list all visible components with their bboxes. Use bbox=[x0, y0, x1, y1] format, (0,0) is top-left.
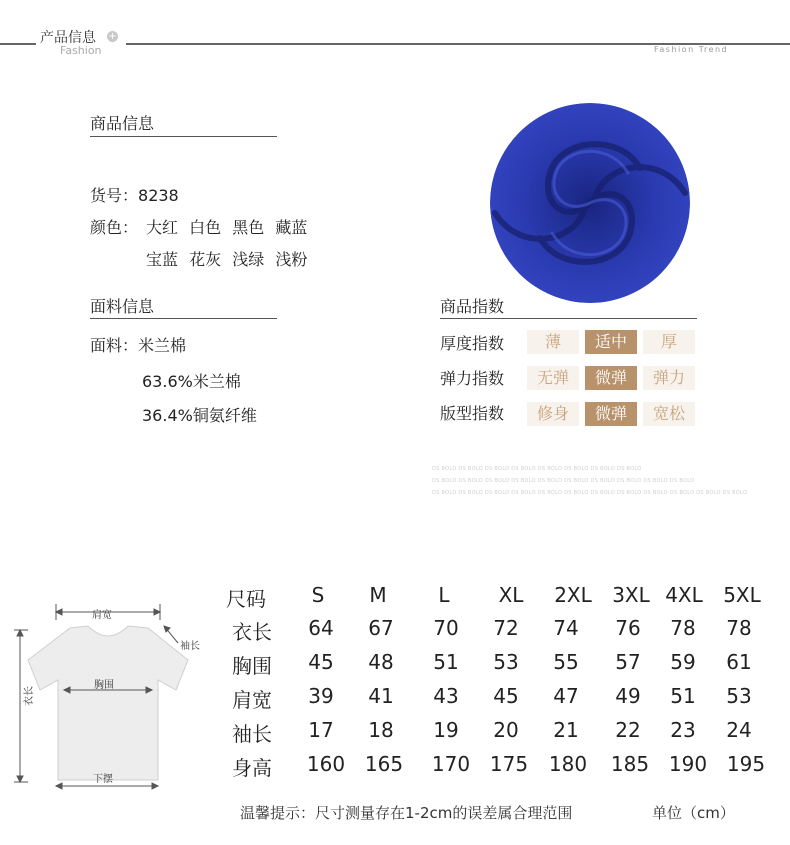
size-table-header: 尺码 bbox=[226, 587, 266, 611]
color-option: 大红 bbox=[146, 218, 179, 237]
size-table-header: L bbox=[438, 583, 450, 607]
size-table-header: M bbox=[369, 583, 387, 607]
size-cell: 70 bbox=[433, 616, 459, 640]
size-cell: 57 bbox=[615, 650, 641, 674]
size-cell: 160 bbox=[306, 752, 346, 776]
fit-option-loose: 宽松 bbox=[643, 402, 695, 426]
size-table-header: 5XL bbox=[723, 583, 761, 607]
color-option: 浅绿 bbox=[232, 250, 265, 269]
size-table-header: XL bbox=[498, 583, 524, 607]
size-cell: 43 bbox=[433, 684, 459, 708]
size-cell: 17 bbox=[308, 718, 334, 742]
thickness-option-thin: 薄 bbox=[527, 330, 579, 354]
size-cell: 78 bbox=[670, 616, 696, 640]
size-cell: 72 bbox=[493, 616, 519, 640]
size-cell: 51 bbox=[670, 684, 696, 708]
diagram-label-chest: 胸围 bbox=[94, 680, 114, 691]
composition-line: 63.6%米兰棉 bbox=[142, 372, 241, 391]
size-cell: 48 bbox=[368, 650, 394, 674]
fabric-swatch-image bbox=[490, 103, 690, 303]
watermark-row: DS BOLO DS BOLO DS BOLO DS BOLO DS BOLO DS BOLO DS BOLO DS BOLO bbox=[432, 466, 642, 472]
fabric-info-heading: 面料信息 bbox=[90, 297, 155, 316]
size-table-header: 4XL bbox=[665, 583, 703, 607]
item-number-label: 货号： bbox=[90, 186, 139, 205]
size-cell: 45 bbox=[308, 650, 334, 674]
material-value: 米兰棉 bbox=[138, 336, 187, 355]
size-row-label: 肩宽 bbox=[232, 688, 272, 712]
material-label: 面料： bbox=[90, 336, 139, 355]
color-option: 宝蓝 bbox=[146, 250, 179, 269]
fit-option-slight: 微弹 bbox=[585, 402, 637, 426]
watermark-row: DS BOLO DS BOLO DS BOLO DS BOLO DS BOLO DS BOLO DS BOLO DS BOLO DS BOLO DS BOLO bbox=[432, 478, 695, 484]
thickness-index-label: 厚度指数 bbox=[440, 334, 505, 353]
color-row-1 bbox=[146, 215, 307, 238]
size-table-header: S bbox=[311, 583, 325, 607]
indices-heading: 商品指数 bbox=[440, 297, 505, 316]
size-cell: 64 bbox=[308, 616, 334, 640]
size-cell: 21 bbox=[553, 718, 579, 742]
watermark-row: DS BOLO DS BOLO DS BOLO DS BOLO DS BOLO DS BOLO DS BOLO DS BOLO DS BOLO DS BOLO DS BOLO DS BOLO bbox=[432, 490, 748, 496]
color-option: 白色 bbox=[189, 218, 222, 237]
plus-icon: + bbox=[108, 31, 117, 42]
color-option: 花灰 bbox=[189, 250, 222, 269]
header-rule-left bbox=[0, 43, 36, 45]
size-row-label: 衣长 bbox=[232, 620, 272, 644]
composition-line: 36.4%铜氨纤维 bbox=[142, 406, 257, 425]
size-cell: 185 bbox=[610, 752, 650, 776]
size-cell: 20 bbox=[493, 718, 519, 742]
size-cell: 59 bbox=[670, 650, 696, 674]
diagram-label-length: 衣长 bbox=[24, 686, 35, 706]
material-row bbox=[90, 333, 186, 356]
size-cell: 45 bbox=[493, 684, 519, 708]
color-option: 浅粉 bbox=[275, 250, 308, 269]
size-cell: 53 bbox=[493, 650, 519, 674]
measurement-tip: 温馨提示：尺寸测量存在1-2cm的误差属合理范围 bbox=[240, 804, 573, 822]
product-info-heading: 商品信息 bbox=[90, 114, 155, 133]
size-cell: 78 bbox=[726, 616, 752, 640]
size-cell: 175 bbox=[489, 752, 529, 776]
size-cell: 51 bbox=[433, 650, 459, 674]
size-row-label: 身高 bbox=[232, 756, 272, 780]
fit-index-label: 版型指数 bbox=[440, 404, 505, 423]
item-number-value: 8238 bbox=[138, 186, 179, 205]
elasticity-option-stretch: 弹力 bbox=[643, 366, 695, 390]
size-row-label: 袖长 bbox=[232, 722, 272, 746]
thickness-option-thick: 厚 bbox=[643, 330, 695, 354]
watermark-strip bbox=[432, 466, 772, 502]
size-cell: 190 bbox=[668, 752, 708, 776]
size-table-header: 3XL bbox=[612, 583, 650, 607]
size-cell: 180 bbox=[548, 752, 588, 776]
size-cell: 22 bbox=[615, 718, 641, 742]
size-cell: 67 bbox=[368, 616, 394, 640]
size-cell: 24 bbox=[726, 718, 752, 742]
fit-option-slim: 修身 bbox=[527, 402, 579, 426]
size-cell: 49 bbox=[615, 684, 641, 708]
color-label: 颜色： bbox=[90, 218, 139, 237]
product-info-rule bbox=[90, 136, 277, 137]
header-subtitle: Fashion bbox=[60, 44, 102, 57]
size-cell: 19 bbox=[433, 718, 459, 742]
color-row-2 bbox=[146, 247, 307, 270]
size-cell: 170 bbox=[431, 752, 471, 776]
size-cell: 47 bbox=[553, 684, 579, 708]
diagram-label-shoulder: 肩宽 bbox=[92, 610, 112, 621]
size-table-header: 2XL bbox=[554, 583, 592, 607]
size-cell: 55 bbox=[553, 650, 579, 674]
elasticity-option-none: 无弹 bbox=[527, 366, 579, 390]
color-option: 黑色 bbox=[232, 218, 265, 237]
size-cell: 41 bbox=[368, 684, 394, 708]
diagram-label-sleeve: 袖长 bbox=[180, 641, 200, 652]
indices-rule bbox=[440, 318, 697, 319]
size-cell: 39 bbox=[308, 684, 334, 708]
size-row-label: 胸围 bbox=[232, 654, 272, 678]
color-option: 藏蓝 bbox=[275, 218, 308, 237]
unit-note: 单位（cm） bbox=[652, 804, 735, 822]
size-cell: 53 bbox=[726, 684, 752, 708]
header-trend: Fashion Trend bbox=[654, 45, 729, 54]
thickness-option-medium: 适中 bbox=[585, 330, 637, 354]
size-cell: 165 bbox=[364, 752, 404, 776]
elasticity-option-slight: 微弹 bbox=[585, 366, 637, 390]
item-number-row bbox=[90, 183, 179, 206]
size-cell: 61 bbox=[726, 650, 752, 674]
diagram-label-hem: 下摆 bbox=[93, 774, 113, 785]
size-cell: 18 bbox=[368, 718, 394, 742]
size-cell: 74 bbox=[553, 616, 579, 640]
tshirt-measurement-diagram bbox=[8, 598, 218, 798]
elasticity-index-label: 弹力指数 bbox=[440, 369, 505, 388]
fabric-info-rule bbox=[90, 318, 277, 319]
header-title: 产品信息 bbox=[40, 30, 96, 46]
size-cell: 76 bbox=[615, 616, 641, 640]
size-cell: 23 bbox=[670, 718, 696, 742]
size-cell: 195 bbox=[726, 752, 766, 776]
